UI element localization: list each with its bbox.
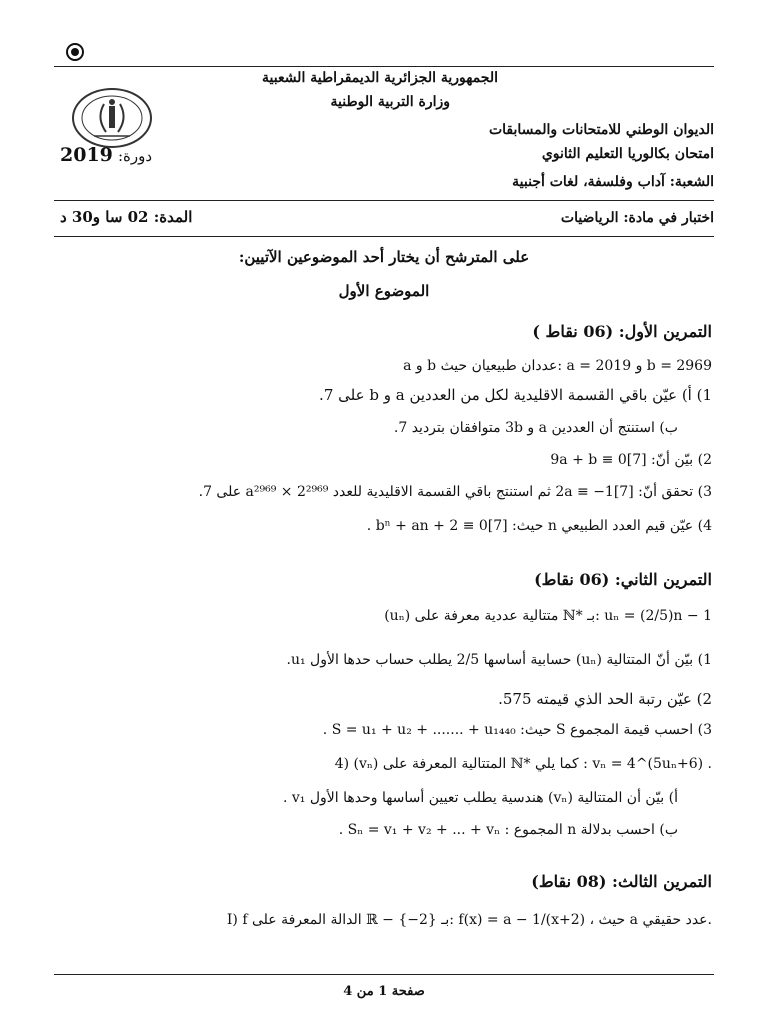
ministry-name: وزارة التربية الوطنية (330, 94, 450, 110)
office-name: الديوان الوطني للامتحانات والمسابقات (488, 122, 714, 138)
ex2-line-6: ب) احسب بدلالة n المجموع : Sₙ = v₁ + v₂ + ... + vₙ . (338, 822, 678, 838)
ex3-title: التمرين الثالث: (08 نقاط) (531, 872, 712, 891)
ex2-line-4: 4) (vₙ) المتتالية المعرفة على ℕ* كما يلي : vₙ = 4^(5uₙ+6) . (334, 756, 712, 772)
subject-label: اختبار في مادة: الرياضيات (560, 210, 714, 226)
choose-instruction: على المترشح أن يختار أحد الموضوعين الآتيين: (238, 248, 530, 266)
ex2-line-1: 1) بيّن أنّ المتتالية (uₙ) حسابية أساسها 2/5 يطلب حساب حدها الأول u₁. (286, 652, 712, 668)
ex1-line-2: ب) استنتج أن العددين a و 3b متوافقان بترديد 7. (393, 420, 678, 436)
emblem-icon (74, 90, 150, 146)
ex1-title: التمرين الأول: (06 نقاط ) (532, 322, 712, 341)
ex3-line-0: I) f الدالة المعرفة على ℝ − {−2} بـ: f(x) = a − 1/(x+2) ، حيث a عدد حقيقي. (226, 912, 712, 928)
duration-label: المدة: 02 سا و30 د (60, 208, 193, 226)
ex1-line-0: a و b عددان طبيعيان حيث: a = 2019 و b = 2969 (403, 358, 712, 374)
header-mid-rule (54, 200, 714, 201)
ex2-line-5: أ) بيّن أن المتتالية (vₙ) هندسية يطلب تعيين أساسها وحدها الأول v₁ . (282, 790, 678, 806)
branch-label: الشعبة: آداب وفلسفة، لغات أجنبية (512, 174, 714, 190)
session (60, 144, 152, 166)
ex2-line-2: 2) عيّن رتبة الحد الذي قيمته 575. (498, 690, 712, 708)
republic-name: الجمهورية الجزائرية الديمقراطية الشعبية (261, 70, 498, 86)
ex1-line-4: 3) تحقق أنّ: 2a ≡ −1[7] ثم استنتج باقي القسمة الاقليدية للعدد 2²⁹⁶⁹ × a²⁹⁶⁹ على 7. (198, 484, 712, 500)
exam-name: امتحان بكالوريا التعليم الثانوي (541, 146, 714, 162)
emblem-logo (72, 88, 152, 148)
ex2-line-0: (uₙ) متتالية عددية معرفة على ℕ* بـ: uₙ = (2/5)n − 1 (384, 608, 712, 624)
radio-icon (66, 43, 84, 61)
ex2-line-3: 3) احسب قيمة المجموع S حيث: S = u₁ + u₂ + ....... + u₁₄₄₀ . (322, 722, 712, 738)
page-number: صفحة 1 من 4 (343, 984, 425, 999)
footer-rule (54, 974, 714, 975)
header-top-rule (54, 66, 714, 67)
ex1-line-3: 2) بيّن أنّ: 9a + b ≡ 0[7] (550, 452, 712, 468)
session-label: دورة: (117, 147, 153, 165)
ex1-line-5: 4) عيّن قيم العدد الطبيعي n حيث: bⁿ + an + 2 ≡ 0[7] . (366, 518, 712, 534)
topic-title: الموضوع الأول (338, 282, 430, 300)
ex2-title: التمرين الثاني: (06 نقاط) (534, 570, 712, 589)
header-bottom-rule (54, 236, 714, 237)
session-year: 2019 (60, 144, 113, 166)
ex1-line-1: 1) أ) عيّن باقي القسمة الاقليدية لكل من العددين a و b على 7. (319, 386, 712, 404)
